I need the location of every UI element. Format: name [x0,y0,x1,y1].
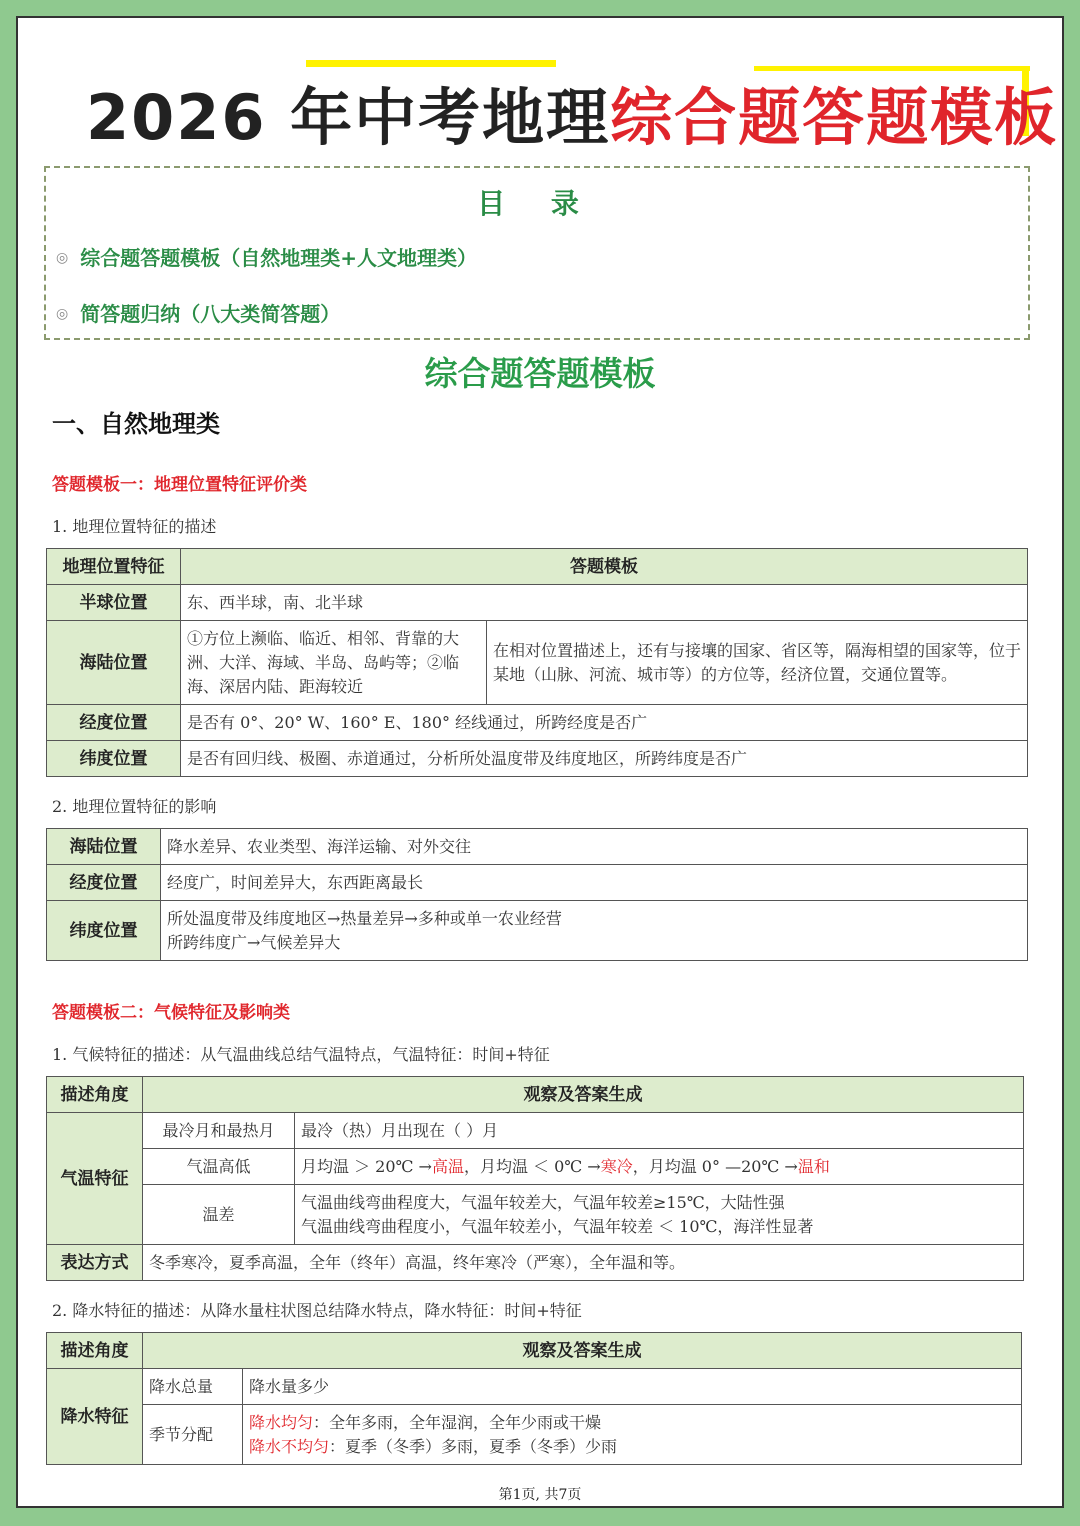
table-header: 观察及答案生成 [143,1077,1024,1113]
title-highlight-top [306,60,556,67]
page-number: 第1页, 共7页 [498,1487,582,1503]
row-key: 纬度位置 [47,901,161,961]
row-value: 东、西半球，南、北半球 [181,585,1028,621]
template2-heading: 答题模板二：气候特征及影响类 [52,1003,290,1023]
row-value: 最冷（热）月出现在（ ）月 [295,1113,1024,1149]
row-value: 在相对位置描述上，还有与接壤的国家、省区等，隔海相望的国家等，位于某地（山脉、河流、城市等）的方位等，经济位置，交通位置等。 [487,621,1028,705]
row-key: 海陆位置 [47,621,181,705]
part-heading: 一、自然地理类 [52,410,220,438]
row-value: 经度广，时间差异大，东西距离最长 [161,865,1028,901]
row-value: 降水均匀：全年多雨，全年湿润，全年少雨或干燥 降水不均匀：夏季（冬季）多雨，夏季（冬季）少雨 [243,1405,1022,1465]
title-red: 综合题答题模板 [610,81,1059,154]
location-description-table [46,548,1028,777]
row-key: 纬度位置 [47,741,181,777]
table-header: 描述角度 [47,1077,143,1113]
toc-item-2[interactable]: ◎ 简答题归纳（八大类简答题） [56,302,341,326]
section-title: 综合题答题模板 [424,354,656,393]
group-key: 气温特征 [47,1113,143,1245]
row-value: 气温曲线弯曲程度大，气温年较差大，气温年较差≥15℃，大陆性强 气温曲线弯曲程度小，气温年较差小，气温年较差 ＜ 10℃，海洋性显著 [295,1185,1024,1245]
row-value: 是否有 0°、20° W、160° E、180° 经线通过，所跨经度是否广 [181,705,1028,741]
table-header: 地理位置特征 [47,549,181,585]
row-key: 温差 [143,1185,295,1245]
document-page [16,16,1064,1508]
row-key: 最冷月和最热月 [143,1113,295,1149]
toc-item-1[interactable]: ◎ 综合题答题模板（自然地理类+人文地理类） [56,246,477,270]
title-black: 2026 年中考地理 [86,81,611,154]
row-value: 降水差异、农业类型、海洋运输、对外交往 [161,829,1028,865]
page-title [86,68,1058,157]
row-key: 经度位置 [47,865,161,901]
template1-sub2: 2. 地理位置特征的影响 [52,797,217,816]
template1-heading: 答题模板一：地理位置特征评价类 [52,475,307,495]
template2-sub2: 2. 降水特征的描述：从降水量柱状图总结降水特点，降水特征：时间+特征 [52,1301,582,1320]
table-of-contents [44,166,1030,340]
row-value: 所处温度带及纬度地区→热量差异→多种或单一农业经营 所跨纬度广→气候差异大 [161,901,1028,961]
template1-sub1: 1. 地理位置特征的描述 [52,517,217,536]
location-impact-table [46,828,1028,961]
row-value: ①方位上濒临、临近、相邻、背靠的大洲、大洋、海域、半岛、岛屿等；②临海、深居内陆、距海较近 [181,621,487,705]
row-value: 是否有回归线、极圈、赤道通过，分析所处温度带及纬度地区，所跨纬度是否广 [181,741,1028,777]
bullet-icon: ◎ [56,250,69,266]
row-value: 冬季寒冷，夏季高温，全年（终年）高温，终年寒冷（严寒），全年温和等。 [143,1245,1024,1281]
row-key: 半球位置 [47,585,181,621]
row-key: 表达方式 [47,1245,143,1281]
precipitation-table [46,1332,1022,1465]
template2-sub1: 1. 气候特征的描述：从气温曲线总结气温特点，气温特征：时间+特征 [52,1045,550,1064]
toc-heading: 目 录 [477,187,597,220]
row-key: 气温高低 [143,1149,295,1185]
row-key: 经度位置 [47,705,181,741]
table-header: 描述角度 [47,1333,143,1369]
table-header: 答题模板 [181,549,1028,585]
group-key: 降水特征 [47,1369,143,1465]
bullet-icon: ◎ [56,306,69,322]
row-key: 季节分配 [143,1405,243,1465]
row-key: 海陆位置 [47,829,161,865]
table-header: 观察及答案生成 [143,1333,1022,1369]
temperature-table [46,1076,1024,1281]
row-value: 降水量多少 [243,1369,1022,1405]
row-value: 月均温 ＞ 20℃ →高温，月均温 ＜ 0℃ →寒冷，月均温 0° —20℃ →温和 [295,1149,1024,1185]
row-key: 降水总量 [143,1369,243,1405]
